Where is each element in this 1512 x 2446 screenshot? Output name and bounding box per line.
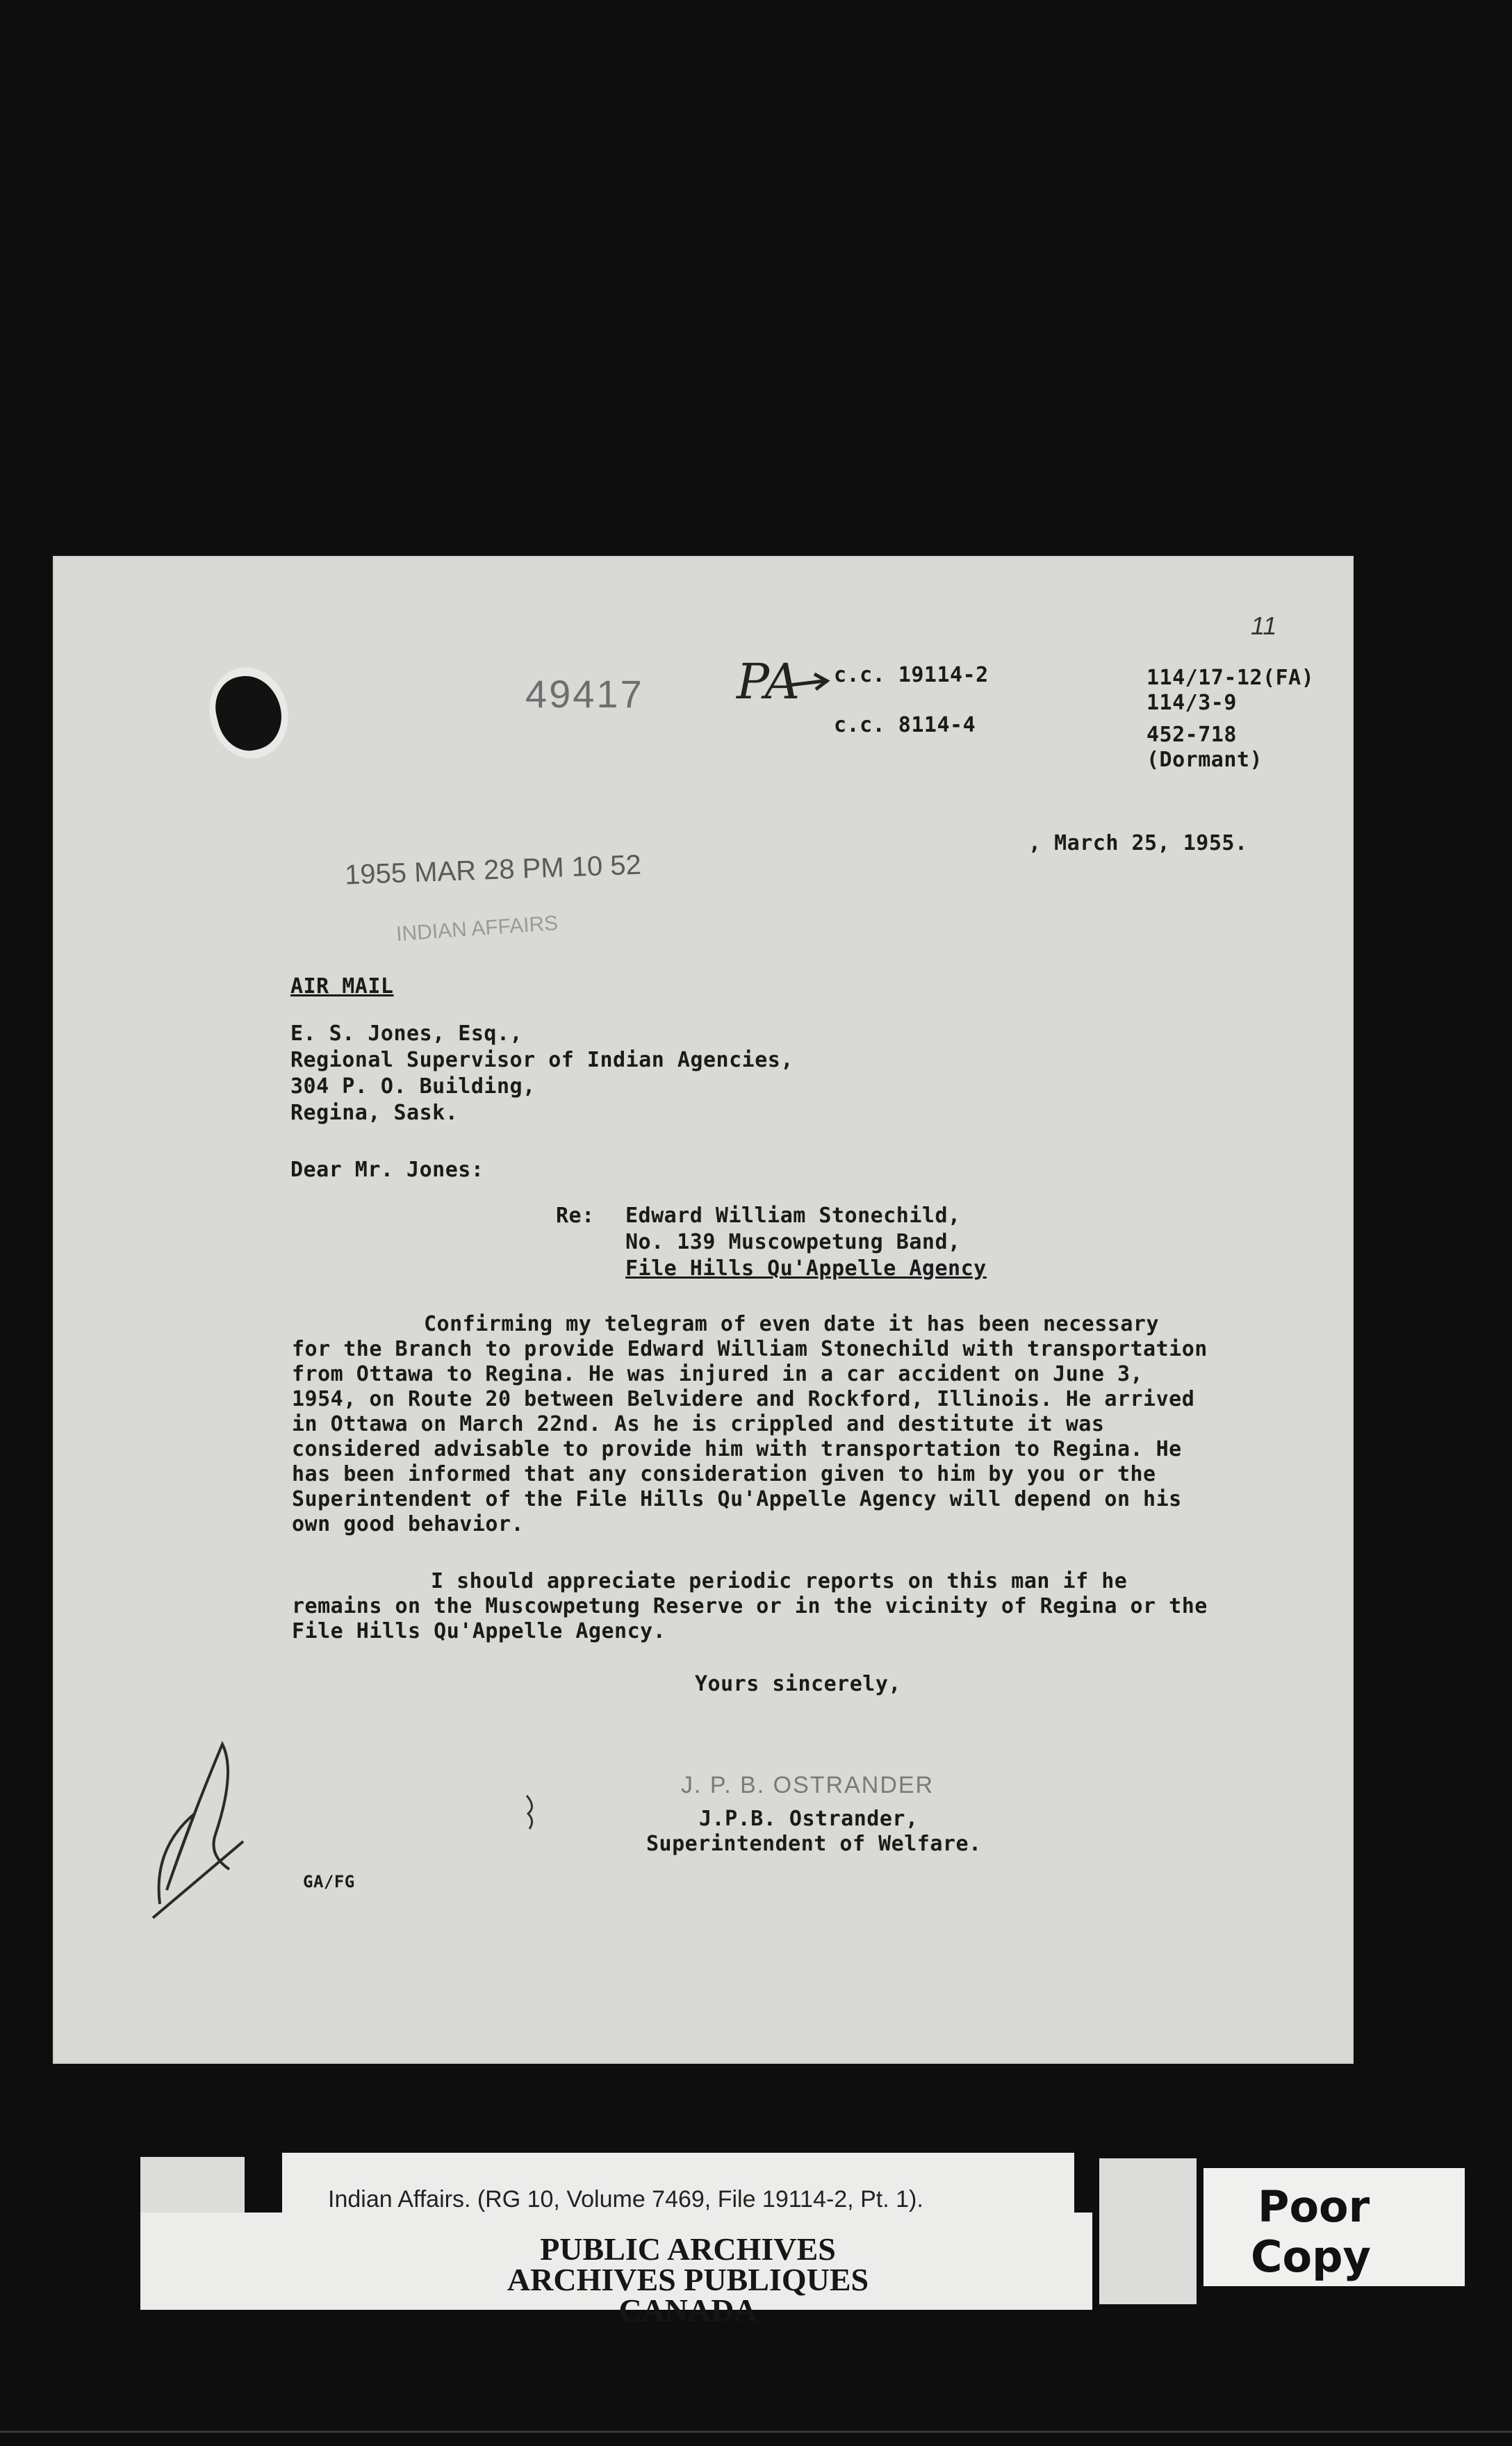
poor-copy-line-1: Poor <box>1258 2181 1370 2232</box>
body-p1-line-6: considered advisable to provide him with transportation to Regina. He <box>292 1437 1182 1461</box>
file-ref-3: 452-718 <box>1147 723 1237 747</box>
body-p1-line-9: own good behavior. <box>292 1512 525 1536</box>
archive-line-3: CANADA <box>618 2292 757 2328</box>
typist-initials: GA/FG <box>303 1872 355 1891</box>
recipient-line-4: Regina, Sask. <box>290 1101 459 1125</box>
delivery-method: AIR MAIL <box>290 974 394 999</box>
archive-reference: Indian Affairs. (RG 10, Volume 7469, File 19114-2, Pt. 1). <box>328 2186 923 2213</box>
body-p1-line-3: from Ottawa to Regina. He was injured in a car accident on June 3, <box>292 1362 1144 1386</box>
signature-stamp: J. P. B. OSTRANDER <box>681 1772 935 1798</box>
body-p1-line-7: has been informed that any consideration given to him by you or the <box>292 1462 1156 1486</box>
label-right-tab <box>1099 2158 1197 2304</box>
body-p1-line-4: 1954, on Route 20 between Belvidere and Rockford, Illinois. He arrived <box>292 1387 1195 1411</box>
archive-line-2: ARCHIVES PUBLIQUES <box>507 2262 869 2297</box>
file-ref-4: (Dormant) <box>1147 748 1263 772</box>
subject-prefix: Re: <box>556 1204 595 1228</box>
body-p1-line-5: in Ottawa on March 22nd. As he is crippled and destitute it was <box>292 1412 1105 1436</box>
file-ref-2: 114/3-9 <box>1147 691 1237 715</box>
signatory-title: Superintendent of Welfare. <box>646 1832 982 1856</box>
pen-mark <box>523 1793 539 1832</box>
handwritten-initials: PA <box>737 653 800 710</box>
valediction: Yours sincerely, <box>695 1672 901 1696</box>
body-p2-line-2: remains on the Muscowpetung Reserve or in the vicinity of Regina or the <box>292 1594 1208 1618</box>
body-p2-line-3: File Hills Qu'Appelle Agency. <box>292 1619 666 1643</box>
subject-line-1: Edward William Stonechild, <box>625 1204 961 1228</box>
cc-line-1: c.c. 19114-2 <box>834 663 989 687</box>
body-p1-line-8: Superintendent of the File Hills Qu'Appelle Agency will depend on his <box>292 1487 1182 1511</box>
body-p1-line-2: for the Branch to provide Edward William Stonechild with transportation <box>292 1337 1208 1361</box>
margin-initials-scribble <box>146 1730 250 1925</box>
recipient-line-2: Regional Supervisor of Indian Agencies, <box>290 1048 794 1072</box>
subject-line-3: File Hills Qu'Appelle Agency <box>625 1256 987 1281</box>
subject-line-2: No. 139 Muscowpetung Band, <box>625 1230 961 1254</box>
signatory-name: J.P.B. Ostrander, <box>699 1807 919 1831</box>
salutation: Dear Mr. Jones: <box>290 1158 484 1182</box>
file-stamp-number: 49417 <box>525 672 644 716</box>
body-p1-line-1: Confirming my telegram of even date it has been necessary <box>424 1312 1160 1336</box>
poor-copy-line-2: Copy <box>1251 2231 1371 2282</box>
received-stamp-datetime: 1955 MAR 28 PM 10 52 <box>344 849 642 891</box>
film-edge-line <box>0 2431 1512 2433</box>
body-p2-line-1: I should appreciate periodic reports on this man if he <box>431 1569 1128 1593</box>
recipient-line-1: E. S. Jones, Esq., <box>290 1021 523 1046</box>
recipient-line-3: 304 P. O. Building, <box>290 1074 536 1099</box>
cc-line-2: c.c. 8114-4 <box>834 713 976 737</box>
letter-date: , March 25, 1955. <box>1028 831 1248 855</box>
file-ref-1: 114/17-12(FA) <box>1147 666 1315 690</box>
archive-line-1: PUBLIC ARCHIVES <box>540 2231 836 2267</box>
received-stamp-office: INDIAN AFFAIRS <box>395 911 559 946</box>
arrow-icon <box>787 668 831 696</box>
corner-mark: 11 <box>1251 612 1277 640</box>
